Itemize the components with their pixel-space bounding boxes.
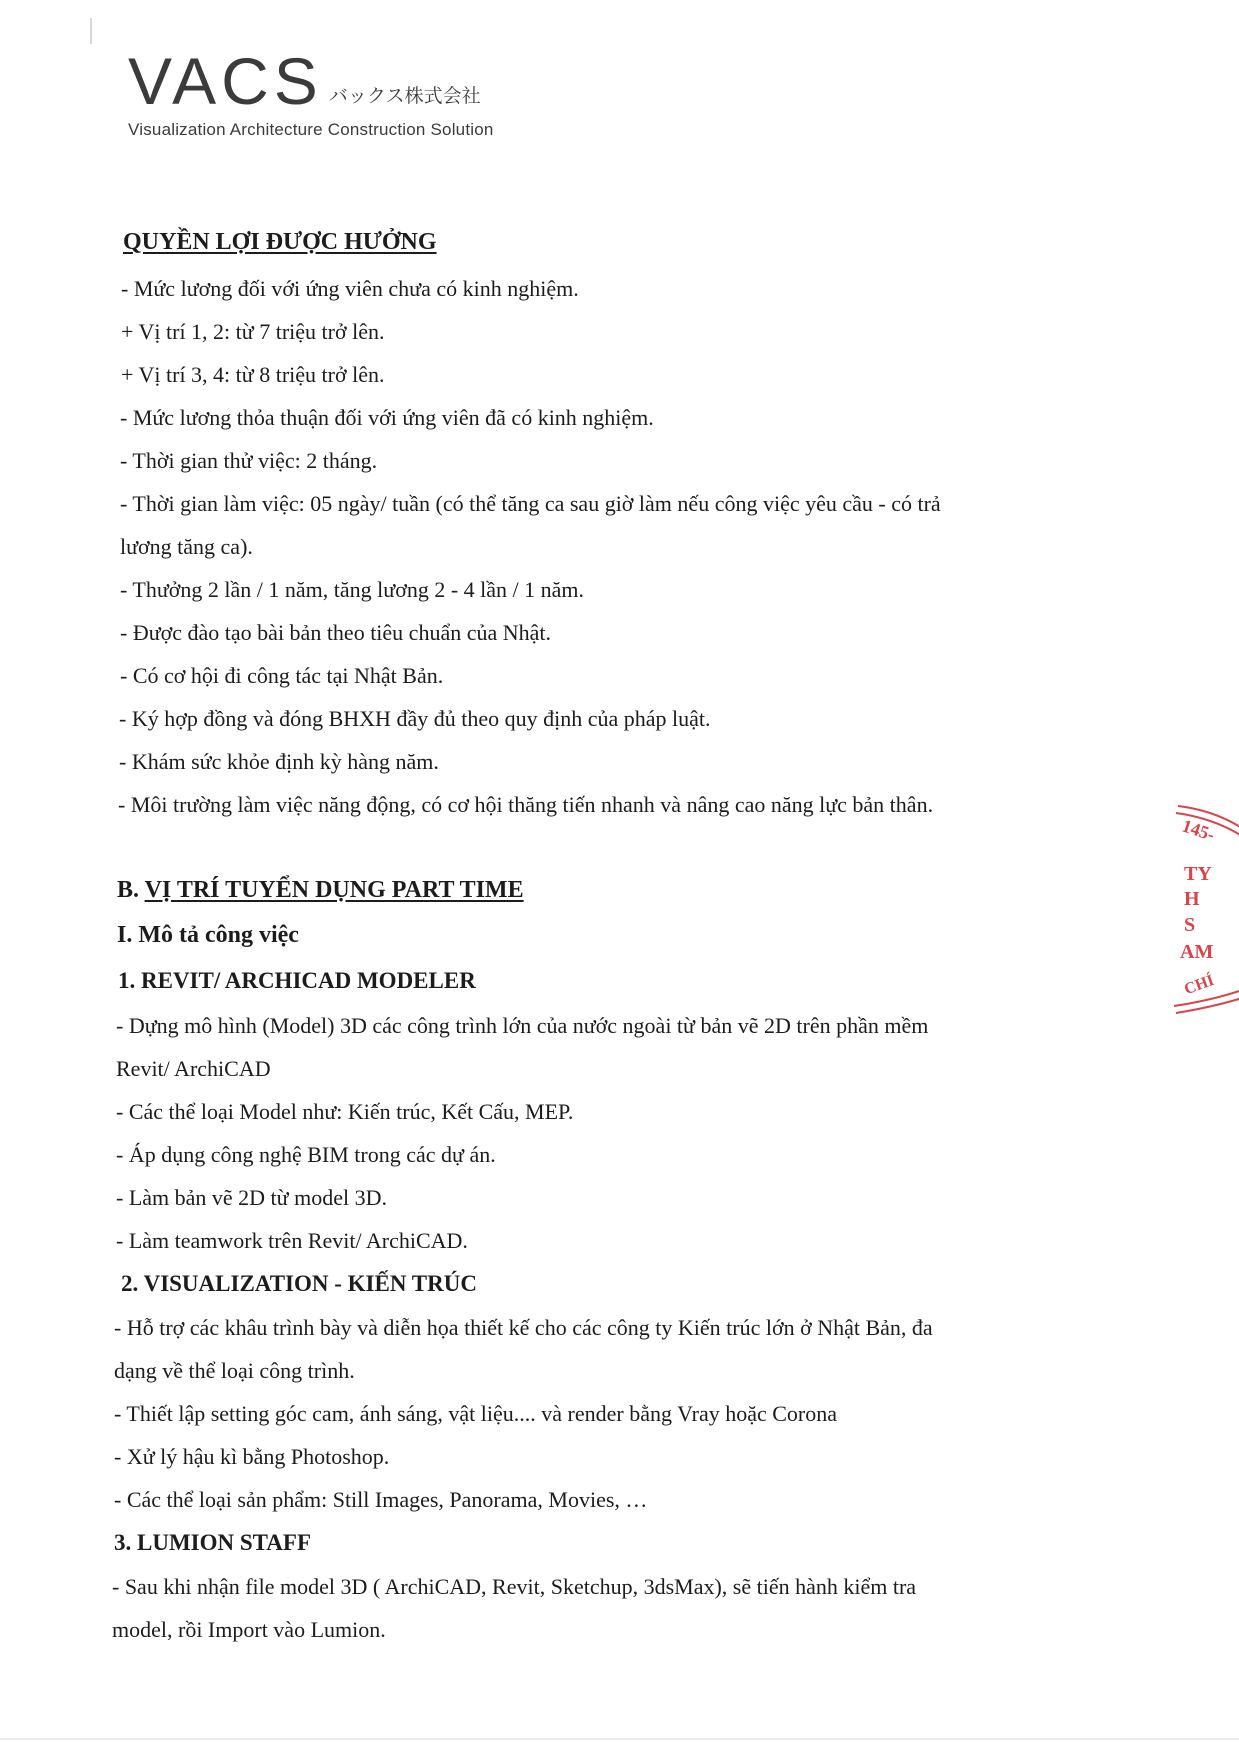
logo-mark: VACS	[128, 44, 323, 118]
benefit-line: + Vị trí 1, 2: từ 7 triệu trở lên.	[121, 319, 385, 344]
benefit-line: - Mức lương thỏa thuận đối với ứng viên đã có kinh nghiệm.	[120, 405, 654, 430]
job-line: - Các thể loại Model như: Kiến trúc, Kết Cấu, MEP.	[116, 1099, 574, 1124]
benefit-line: lương tăng ca).	[120, 534, 253, 559]
benefit-line: - Có cơ hội đi công tác tại Nhật Bản.	[120, 663, 444, 688]
section-b-prefix: B.	[117, 877, 145, 903]
section-b-title: VỊ TRÍ TUYỂN DỤNG PART TIME	[144, 877, 524, 903]
section-b-subtitle: I. Mô tả công việc	[117, 922, 299, 948]
job-line: - Làm bản vẽ 2D từ model 3D.	[116, 1185, 387, 1210]
logo-japanese-name: バックス株式会社	[328, 85, 481, 107]
job-title: 2. VISUALIZATION - KIẾN TRÚC	[121, 1271, 477, 1296]
benefit-line: - Được đào tạo bài bản theo tiêu chuẩn của Nhật.	[120, 620, 552, 645]
seal-text-fragment: 145-	[1179, 815, 1218, 845]
company-logo	[128, 44, 494, 140]
seal-text-fragment: TY	[1184, 863, 1212, 885]
seal-text-fragment: H	[1184, 888, 1200, 910]
seal-text-fragment: CHÍ	[1182, 971, 1217, 999]
job-line: - Sau khi nhận file model 3D ( ArchiCAD, Revit, Sketchup, 3dsMax), sẽ tiến hành kiểm tra	[112, 1574, 917, 1599]
benefit-line: - Môi trường làm việc năng động, có cơ hội thăng tiến nhanh và nâng cao năng lực bản thân.	[118, 792, 934, 817]
scan-edge-mark	[90, 18, 92, 44]
seal-text-fragment: AM	[1180, 941, 1214, 963]
job-title: 1. REVIT/ ARCHICAD MODELER	[118, 968, 476, 993]
benefit-line: - Thời gian làm việc: 05 ngày/ tuần (có thể tăng ca sau giờ làm nếu công việc yêu cầu - có trả	[120, 491, 941, 516]
benefit-line: - Thưởng 2 lần / 1 năm, tăng lương 2 - 4 lần / 1 năm.	[120, 577, 585, 602]
job-line: - Hỗ trợ các khâu trình bày và diễn họa thiết kế cho các công ty Kiến trúc lớn ở Nhật Bản, đa	[114, 1315, 933, 1340]
benefits-heading: QUYỀN LỢI ĐƯỢC HƯỞNG	[123, 229, 437, 255]
seal-text-fragment: S	[1184, 914, 1196, 936]
job-line: dạng về thể loại công trình.	[114, 1358, 355, 1383]
company-seal-stamp	[1168, 800, 1239, 1020]
job-line: - Các thể loại sản phẩm: Still Images, Panorama, Movies, …	[114, 1487, 648, 1512]
benefit-line: + Vị trí 3, 4: từ 8 triệu trở lên.	[121, 362, 385, 387]
job-line: model, rồi Import vào Lumion.	[112, 1617, 386, 1642]
logo-tagline: Visualization Architecture Construction Solution	[128, 120, 494, 139]
benefit-line: - Khám sức khỏe định kỳ hàng năm.	[119, 749, 439, 774]
job-line: - Làm teamwork trên Revit/ ArchiCAD.	[116, 1228, 468, 1253]
job-line: - Thiết lập setting góc cam, ánh sáng, vật liệu.... và render bằng Vray hoặc Corona	[114, 1401, 838, 1426]
job-line: - Áp dụng công nghệ BIM trong các dự án.	[116, 1142, 496, 1167]
job-line: - Dựng mô hình (Model) 3D các công trình lớn của nước ngoài từ bản vẽ 2D trên phần mềm	[116, 1013, 929, 1038]
section-b-heading	[117, 877, 524, 903]
job-line: - Xử lý hậu kì bằng Photoshop.	[114, 1444, 390, 1469]
benefit-line: - Mức lương đối với ứng viên chưa có kinh nghiệm.	[121, 276, 579, 301]
benefit-line: - Ký hợp đồng và đóng BHXH đầy đủ theo quy định của pháp luật.	[119, 706, 711, 731]
seal-graphic	[1168, 800, 1239, 1020]
job-title: 3. LUMION STAFF	[114, 1530, 311, 1555]
scan-bottom-edge	[0, 1738, 1239, 1740]
job-line: Revit/ ArchiCAD	[116, 1056, 271, 1081]
benefit-line: - Thời gian thử việc: 2 tháng.	[120, 448, 378, 473]
